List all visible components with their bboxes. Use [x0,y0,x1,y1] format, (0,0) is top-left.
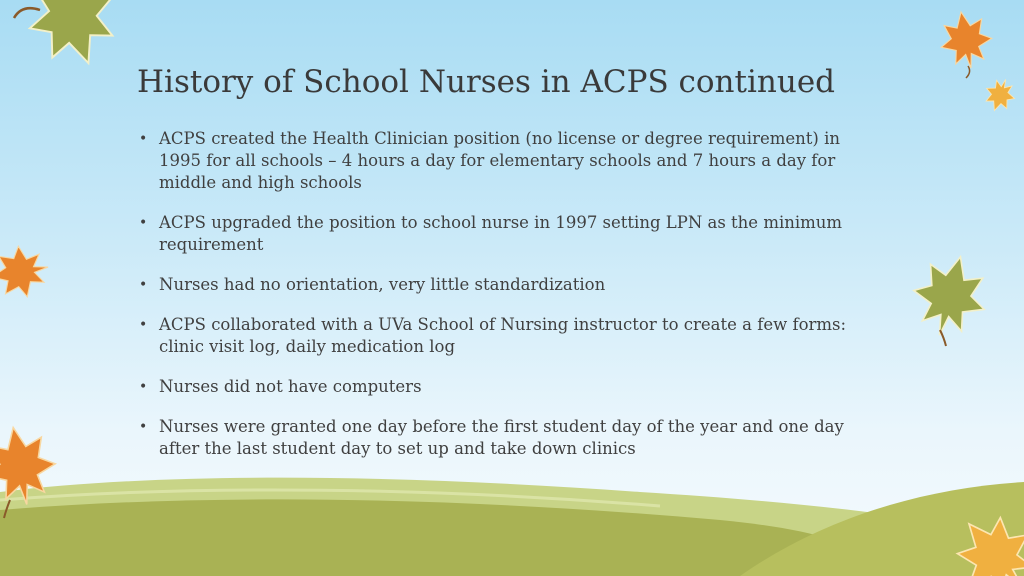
bullet-item [137,274,867,296]
leaf-stem [14,8,40,18]
maple-leaf-icon [936,7,996,72]
bullet-text: ACPS created the Health Clinician position (no license or degree requirement) in 1995 for all schools – 4 hours a day for elementary schools and 7 hours a day for middle and high schools [159,129,840,192]
bullet-text: Nurses were granted one day before the first student day of the year and one day after the last student day to set up and take down clinics [159,417,844,458]
bullet-item [137,128,867,194]
bullet-text: ACPS upgraded the position to school nurse in 1997 setting LPN as the minimum requirement [159,213,843,254]
maple-leaf-icon [980,74,1019,115]
bullet-marker: • [139,131,148,147]
bullet-text: Nurses had no orientation, very little standardization [159,275,606,294]
bullet-list [137,128,867,478]
maple-leaf-icon [0,242,53,302]
bullet-marker: • [139,379,148,395]
bullet-item [137,376,867,398]
leaf-stem [966,66,970,78]
bullet-text: Nurses did not have computers [159,377,422,396]
maple-leaf-icon [904,247,995,344]
bullet-marker: • [139,419,148,435]
bullet-item [137,416,867,460]
leaf-stem [940,330,946,346]
bullet-marker: • [139,317,148,333]
bullet-item [137,314,867,358]
bullet-text: ACPS collaborated with a UVa School of Nursing instructor to create a few forms: clinic visit log, daily medication log [159,315,847,356]
slide-title: History of School Nurses in ACPS continued [137,64,836,100]
bullet-marker: • [139,215,148,231]
bullet-item [137,212,867,256]
maple-leaf-icon [15,0,129,78]
bullet-marker: • [139,277,148,293]
